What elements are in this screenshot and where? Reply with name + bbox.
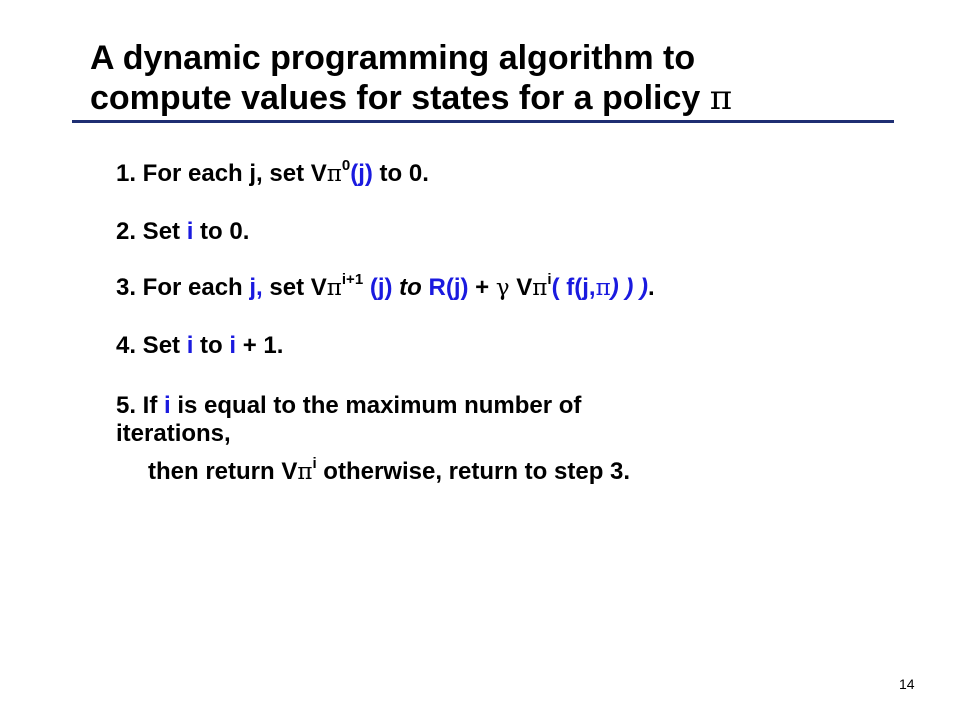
step-5-var: i: [164, 392, 171, 419]
step-5-prefix: 5. If: [116, 392, 165, 419]
step-5-line2: iterations,: [116, 420, 231, 447]
step-3-pi: π: [326, 275, 342, 301]
page-number: 14: [899, 676, 915, 692]
title-line-1: A dynamic programming algorithm to: [90, 39, 696, 77]
step-3-gamma: γ: [495, 275, 510, 301]
step-3-to: to: [392, 274, 429, 301]
step-2-var: i: [186, 218, 194, 245]
step-2: [116, 218, 249, 246]
step-4-prefix: 4. Set: [116, 332, 187, 359]
step-5-pi: π: [297, 459, 313, 485]
step-1-pi: π: [326, 161, 342, 187]
step-5-line3-rest: otherwise, return to step 3.: [316, 458, 631, 485]
step-1-sup: 0: [341, 157, 351, 174]
step-5-sup: i: [312, 455, 317, 472]
step-2-prefix: 2. Set: [116, 218, 187, 245]
step-3-plus: +: [468, 274, 496, 301]
step-3-pi3: π: [595, 275, 611, 301]
step-4-mid: to: [193, 332, 230, 359]
step-3-set: set V: [262, 274, 327, 301]
slide-title: [90, 38, 890, 118]
step-4: [116, 332, 283, 360]
step-3-f: ( f(j,: [551, 274, 596, 301]
step-3-r: R(j): [428, 274, 469, 301]
step-5-line3-prefix: then return V: [148, 458, 298, 485]
step-3-close: ) ) ): [610, 274, 648, 301]
step-3-pi2: π: [532, 275, 548, 301]
step-3-j: j,: [249, 274, 263, 301]
step-5-line-2: [116, 420, 231, 448]
step-1: [116, 157, 429, 188]
step-5-line-3: [148, 455, 631, 486]
title-underline: [72, 120, 894, 123]
step-5-line-1: [116, 392, 581, 420]
step-3-arg: (j): [363, 274, 393, 301]
step-5-line1-rest: is equal to the maximum number of: [170, 392, 582, 419]
title-pi-symbol: π: [709, 78, 733, 118]
step-4-var1: i: [186, 332, 194, 359]
step-3-num: 3. For each: [116, 274, 250, 301]
step-1-suffix: to 0.: [372, 160, 429, 187]
step-3-v2: V: [509, 274, 533, 301]
step-3: [116, 271, 655, 302]
step-1-arg: (j): [350, 160, 373, 187]
step-3-period: .: [648, 274, 655, 301]
step-1-prefix: 1. For each j, set V: [116, 160, 327, 187]
step-4-suffix: + 1.: [236, 332, 284, 359]
step-4-var2: i: [229, 332, 237, 359]
step-3-sup2: i: [547, 271, 552, 288]
step-2-suffix: to 0.: [193, 218, 250, 245]
step-3-sup: i+1: [341, 271, 364, 288]
title-line-2: compute values for states for a policy: [90, 79, 701, 117]
